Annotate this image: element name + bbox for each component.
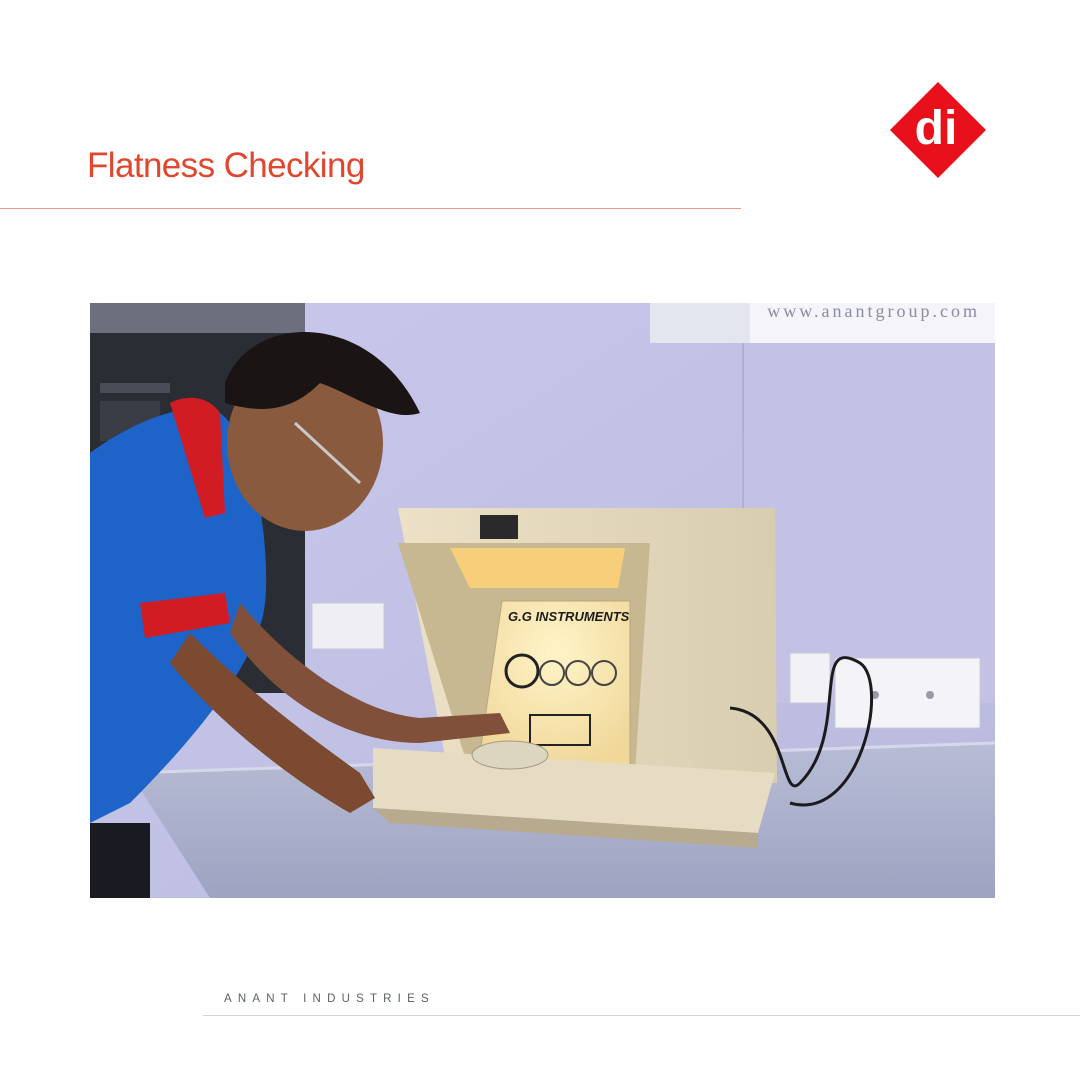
instrument-label: G.G INSTRUMENTS [508, 609, 630, 624]
page-title: Flatness Checking [87, 146, 365, 185]
wall-url-text: www.anantgroup.com [767, 303, 980, 321]
title-divider [0, 208, 741, 209]
diamond-logo-icon [890, 82, 986, 178]
footer-company: ANANT INDUSTRIES [224, 993, 435, 1005]
footer-divider [203, 1015, 1080, 1016]
logo-letters: di [914, 102, 958, 155]
lab-photo [90, 303, 995, 898]
